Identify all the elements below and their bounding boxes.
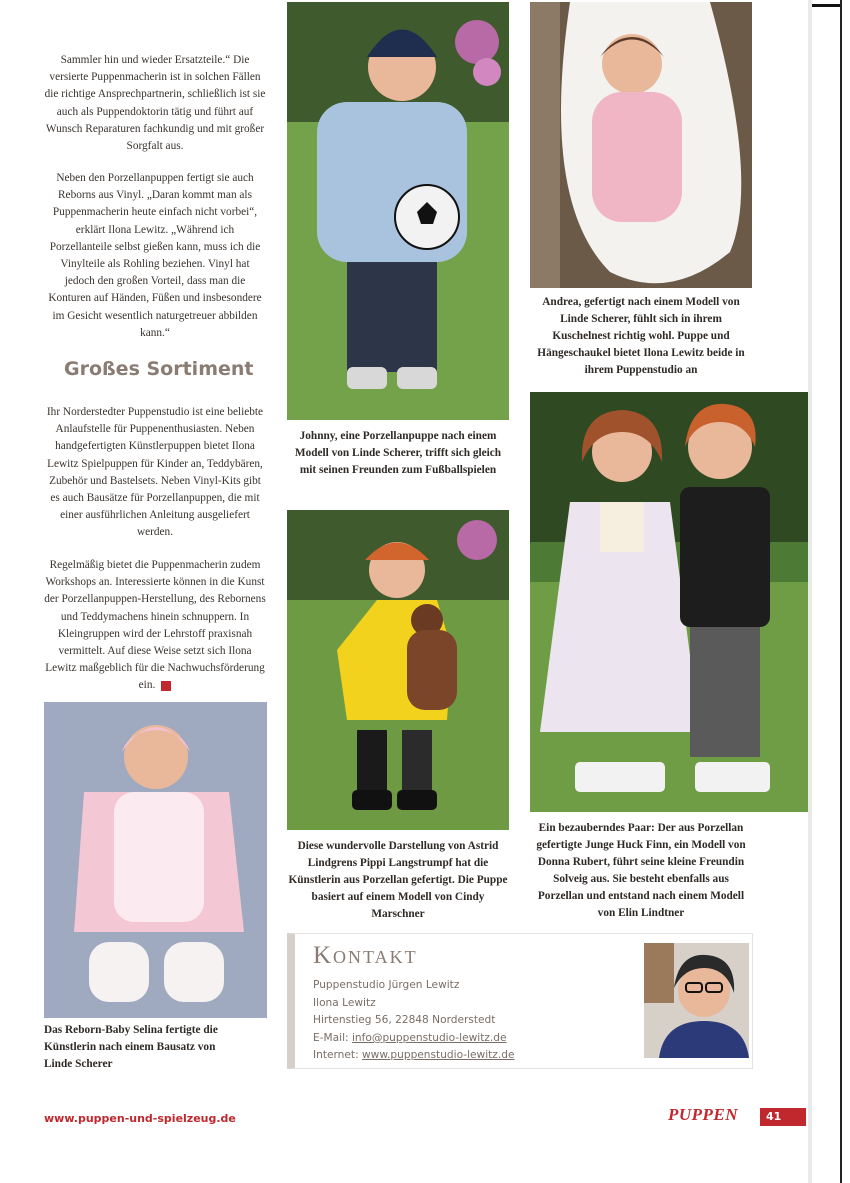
kontakt-web-label: Internet: [313, 1049, 359, 1062]
kontakt-address: Hirtenstieg 56, 22848 Norderstedt [313, 1014, 496, 1027]
photo-johnny [287, 2, 509, 420]
portrait-photo [644, 943, 749, 1058]
kontakt-title: Kontakt [313, 942, 418, 969]
magazine-logo: PUPPEN [668, 1105, 739, 1124]
kontakt-email-link[interactable]: info@puppenstudio-lewitz.de [351, 1031, 507, 1044]
caption-johnny: Johnny, eine Porzellanpuppe nach einem Modell von Linde Scherer, trifft sich gleich mit seinen Freunden zum Fußballspielen [294, 430, 502, 476]
kontakt-company: Puppenstudio Jürgen Lewitz [313, 979, 460, 991]
kontakt-box [287, 933, 753, 1069]
article-paragraph-4: Regelmäßig bietet die Puppenmacherin zudem Workshops an. Interessierte können in die Kunst der Porzellanpuppen-Herstellung, des Rebornens und Teddymachens hinein schnuppern. In Kleingruppen wird der Lehrstoff praxisnah vermittelt. Auf diese Weise setzt sich Ilona Lewitz maßgeblich für die Nachwuchsförderung ein. [44, 559, 266, 692]
page-number: 41 [760, 1108, 806, 1126]
kontakt-web-link[interactable]: www.puppenstudio-lewitz.de [362, 1049, 515, 1062]
kontakt-web-line [313, 1047, 514, 1065]
caption-selina: Das Reborn-Baby Selina fertigte die Künstlerin nach einem Bausatz von Linde Scherer [44, 1024, 218, 1070]
kontakt-name: Ilona Lewitz [313, 996, 376, 1009]
kontakt-email-line [313, 1030, 514, 1048]
section-heading: Großes Sortiment [64, 358, 254, 380]
footer-website-link[interactable]: www.puppen-und-spielzeug.de [44, 1112, 236, 1125]
kontakt-details [313, 977, 514, 1065]
photo-pippi [287, 510, 509, 830]
kontakt-email-label: E-Mail: [313, 1031, 349, 1044]
page-gutter [808, 0, 812, 1183]
article-paragraph-3: Ihr Norderstedter Puppenstudio ist eine beliebte Anlaufstelle für Puppenenthusiasten. Neben handgefertigten Künstlerpuppen bietet Ilona Lewitz Spielpuppen für Kinder an, Teddybären, Zubehör und Bastelsets. Neben Vinyl-Kits gibt es auch Bausätze für Porzellanpuppen, die mit einer ausführlichen Anleitung ausgeliefert werden. [46, 406, 264, 539]
article-end-mark [161, 681, 171, 691]
caption-andrea: Andrea, gefertigt nach einem Modell von Linde Scherer, fühlt sich in ihrem Kuschelnest richtig wohl. Puppe und Hängeschaukel bietet Ilona Lewitz beide in ihrem Puppenstudio an [537, 296, 745, 376]
page-edge [840, 0, 850, 1183]
photo-paar [530, 392, 808, 812]
article-paragraph-2: Neben den Porzellanpuppen fertigt sie auch Reborns aus Vinyl. „Daran kommt man als Puppenmacherin heute einfach nicht vorbei“, erklärt Ilona Lewitz. „Während ich Porzellanteile selbst gießen kann, muss ich die Vinylteile als Rohling beziehen. Vinyl hat jedoch den großen Vorteil, dass man die Konturen auf Händen, Füßen und insbesondere im Gesicht wesentlich naturgetreuer abbilden kann.“ [48, 172, 262, 339]
article-paragraph-1: Sammler hin und wieder Ersatzteile.“ Die versierte Puppenmacherin ist in solchen Fällen die richtige Ansprechpartnerin, schließlich ist sie auch als Puppendoktorin tätig und führt auf Wunsch Reparaturen fachkundig und mit großer Sorgfalt aus. [44, 54, 266, 153]
caption-paar: Ein bezauberndes Paar: Der aus Porzellan gefertigte Junge Huck Finn, ein Modell von Donna Rubert, führt seine kleine Freundin Solveig aus. Sie besteht ebenfalls aus Porzellan und entstand nach einem Modell von Elin Lindtner [536, 822, 746, 919]
caption-pippi: Diese wundervolle Darstellung von Astrid Lindgrens Pippi Langstrumpf hat die Künstlerin aus Porzellan gefertigt. Die Puppe basiert auf einem Modell von Cindy Marschner [288, 840, 508, 920]
photo-andrea [530, 2, 752, 288]
photo-selina [44, 702, 267, 1018]
